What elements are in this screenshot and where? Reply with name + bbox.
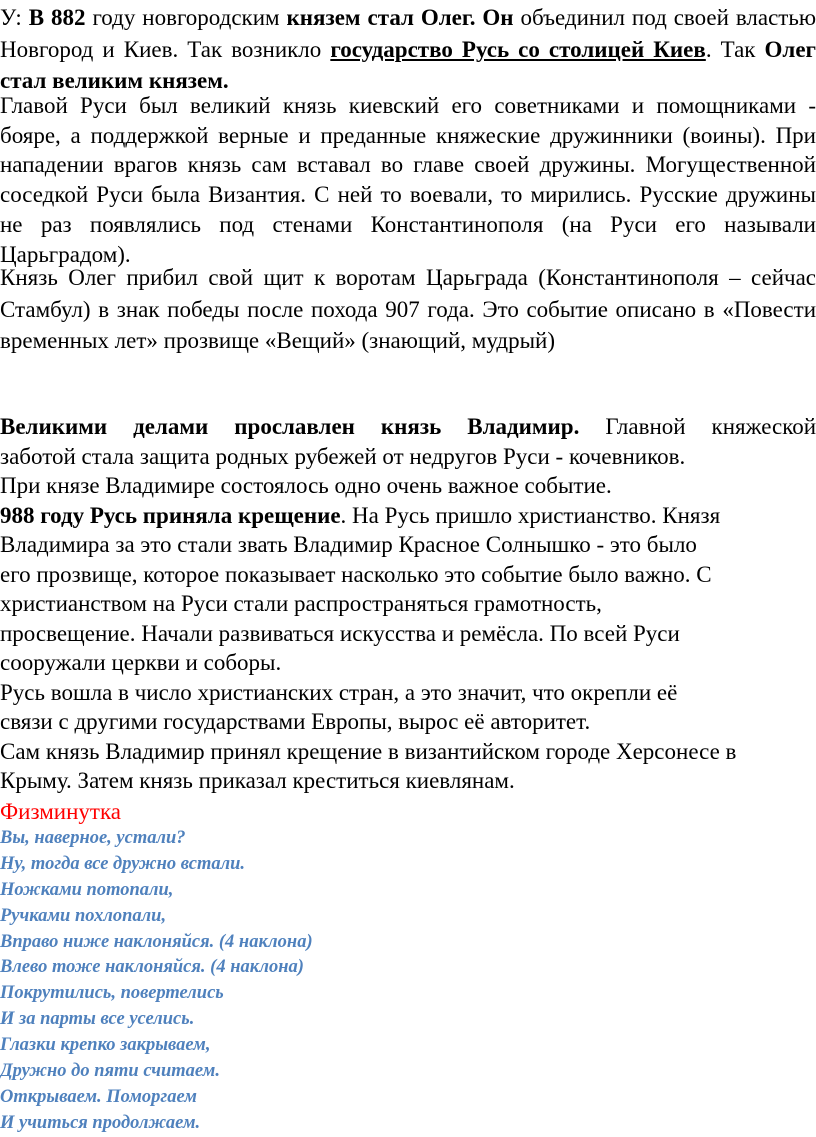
section-vladimir (0, 412, 816, 796)
poem-line: Вправо ниже наклоняйся. (4 наклона) (0, 931, 313, 952)
poem-line: И учиться продолжаем. (0, 1112, 201, 1133)
text-line (0, 501, 816, 531)
text-run-bold: Олег стал великим князем. (0, 36, 816, 93)
paragraph-oleg-intro (0, 2, 816, 97)
text-run-bold: 988 году Русь приняла крещение (0, 502, 341, 528)
text-line: Русь вошла в число христианских стран, а это значит, что окрепли её (0, 679, 678, 705)
text-run: объединил под своей властью Новгород и Киев. Так возникло (0, 5, 816, 62)
text-line: сооружали церкви и соборы. (0, 650, 282, 675)
paragraph-oleg-shield: Князь Олег прибил свой щит к воротам Царьграда (Константинополя – сейчас Стамбул) в знак победы после похода 907 года. Это событие описано в «Повести временных лет» прозвище «Вещий» (знающий, мудрый) (0, 265, 816, 353)
poem-line: Открываем. Поморгаем (0, 1086, 197, 1107)
poem-line: Ножками потопали, (0, 879, 174, 900)
text-run: году новгородским (85, 5, 287, 30)
poem-line: Ручками похлопали, (0, 905, 167, 926)
fizminutka-heading-block (0, 797, 816, 826)
text-line: Сам князь Владимир принял крещение в византийском городе Херсонесе в (0, 738, 737, 764)
fizminutka-title: Физминутка (0, 799, 121, 824)
poem-line: Глазки крепко закрываем, (0, 1035, 211, 1056)
text-line: его прозвище, которое показывает насколько это событие было важно. С (0, 561, 712, 587)
poem-line: Дружно до пяти считаем. (0, 1061, 220, 1082)
poem-line: Влево тоже наклоняйся. (4 наклона) (0, 957, 304, 978)
poem-line: Ну, тогда все дружно встали. (0, 853, 246, 874)
text-line: При князе Владимире состоялось одно очень важное событие. (0, 473, 612, 498)
text-line (0, 412, 816, 442)
text-line: Крыму. Затем князь приказал креститься киевлянам. (0, 768, 515, 793)
text-run: Главной княжеской (579, 414, 816, 439)
text-run-bold-underline: государство Русь со столицей Киев (330, 36, 706, 62)
poem-line: Покрутились, повертелись (0, 983, 224, 1004)
fizminutka-poem (0, 826, 816, 1137)
text-run-bold: князем стал Олег. Он (286, 5, 514, 30)
poem-line: И за парты все уселись. (0, 1009, 195, 1030)
poem-line: Вы, наверное, устали? (0, 828, 186, 848)
text-line: заботой стала защита родных рубежей от недругов Руси - кочевников. (0, 443, 686, 469)
text-run-bold: В 882 (28, 5, 86, 30)
text-line: просвещение. Начали развиваться искусства и ремёсла. По всей Руси (0, 620, 680, 646)
text-line: Владимира за это стали звать Владимир Красное Солнышко - это было (0, 532, 697, 557)
text-run: . Так (705, 36, 765, 62)
text-run-bold: Великими делами прославлен князь Владимир. (0, 414, 580, 439)
text-run: У: (0, 5, 29, 30)
text-line: христианством на Руси стали распространяться грамотность, (0, 591, 602, 616)
text-line: связи с другими государствами Европы, вырос её авторитет. (0, 709, 591, 734)
paragraph-rus-rulers: Главой Руси был великий князь киевский его советниками и помощниками - бояре, а поддержкой верные и преданные княжеские дружинники (воины). При нападении врагов князь сам вставал во главе своей дружины. Могущественной соседкой Руси была Византия. С ней то воевали, то мирились. Русские дружины не раз появлялись под стенами Константинополя (на Руси его называли Царьградом). (0, 93, 816, 267)
text-run: . На Русь пришло христианство. Князя (340, 502, 721, 528)
